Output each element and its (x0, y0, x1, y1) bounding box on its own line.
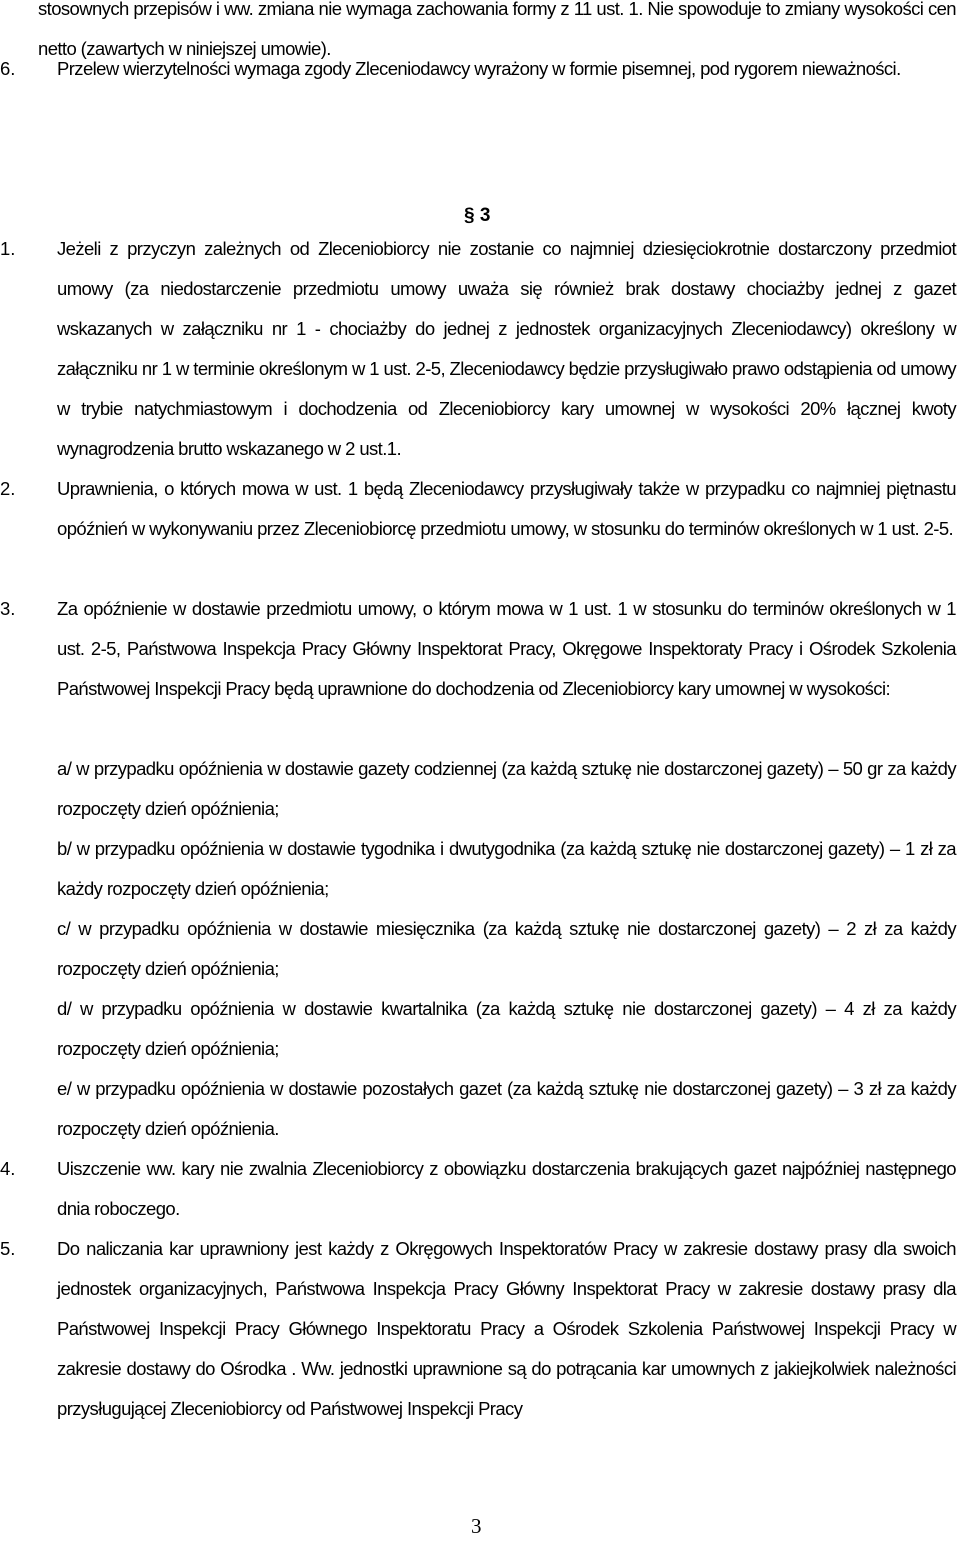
item-text: Za opóźnienie w dostawie przedmiotu umowy, o którym mowa w 1 ust. 1 w stosunku do terminów określonych w 1 ust. 2-5, Państwowa Inspekcja Pracy Główny Inspektorat Pracy, Okręgowe Inspektoraty Pracy i Ośrodek Szkolenia Państwowej Inspekcji Pracy będą uprawnione do dochodzenia od Zleceniobiorcy kary umownej w wysokości: (57, 598, 956, 699)
item-text: Do naliczania kar uprawniony jest każdy z Okręgowych Inspektoratów Pracy w zakresie dostawy prasy dla swoich jednostek organizacyjnych, Państwowa Inspekcja Pracy Główny Inspektorat Pracy w zakresie dostawy prasy dla Państwowej Inspekcji Pracy Głównego Inspektoratu Pracy a Ośrodek Szkolenia Państwowej Inspekcji Pracy w zakresie dostawy do Ośrodka . Ww. jednostki uprawnione są do potrącania kar umownych z jakiejkolwiek należności przysługującej Zleceniobiorcy od Państwowej Inspekcji Pracy (57, 1238, 956, 1419)
item-text: Uprawnienia, o których mowa w ust. 1 będą Zleceniodawcy przysługiwały także w przypadku co najmniej piętnastu opóźnień w wykonywaniu przez Zleceniobiorcę przedmiotu umowy, w stosunku do terminów określonych w 1 ust. 2-5. (57, 478, 956, 539)
subitem-d: d/ w przypadku opóźnienia w dostawie kwartalnika (za każdą sztukę nie dostarczonej gazety) – 4 zł za każdy rozpoczęty dzień opóźnienia; (57, 998, 956, 1059)
item-number: 1. (0, 238, 16, 259)
subitem-a: a/ w przypadku opóźnienia w dostawie gazety codziennej (za każdą sztukę nie dostarczonej gazety) – 50 gr za każdy rozpoczęty dzień opóźnienia; (57, 758, 956, 819)
section-number: 3 (479, 205, 491, 226)
list-item-1 (0, 229, 956, 469)
item-text: Przelew wierzytelności wymaga zgody Zleceniodawcy wyrażony w formie pisemnej, pod rygorem nieważności. (57, 58, 901, 79)
list-item-2 (0, 469, 956, 549)
item-number: 2. (0, 478, 16, 499)
page-number: 3 (471, 1514, 482, 1538)
subitem-e: e/ w przypadku opóźnienia w dostawie pozostałych gazet (za każdą sztukę nie dostarczonej gazety) – 3 zł za każdy rozpoczęty dzień opóźnienia. (57, 1078, 956, 1139)
item-number: 5. (0, 1238, 16, 1259)
continuation-paragraph: stosownych przepisów i ww. zmiana nie wymaga zachowania formy z 11 ust. 1. Nie spowoduje to zmiany wysokości cen netto (zawartych w niniejszej umowie). (38, 0, 956, 59)
item-number: 4. (0, 1158, 16, 1179)
item-number: 3. (0, 598, 16, 619)
section-sign-icon: § (464, 205, 475, 226)
item-text: Uiszczenie ww. kary nie zwalnia Zleceniobiorcy z obowiązku dostarczenia brakujących gazet najpóźniej następnego dnia roboczego. (57, 1158, 956, 1219)
item-text: Jeżeli z przyczyn zależnych od Zleceniobiorcy nie zostanie co najmniej dziesięciokrotnie dostarczony przedmiot umowy (za niedostarczenie przedmiotu umowy uważa się również brak dostawy chociażby jednej z gazet wskazanych w załączniku nr 1 - chociażby do jednej z jednostek organizacyjnych Zleceniodawcy) określony w załączniku nr 1 w terminie określonym w 1 ust. 2-5, Zleceniodawcy będzie przysługiwało prawo odstąpienia od umowy w trybie natychmiastowym i dochodzenia od Zleceniobiorcy kary umownej w wysokości 20% łącznej kwoty wynagrodzenia brutto wskazanego w 2 ust.1. (57, 238, 956, 459)
item-number: 6. (0, 58, 16, 79)
subitem-c: c/ w przypadku opóźnienia w dostawie miesięcznika (za każdą sztukę nie dostarczonej gazety) – 2 zł za każdy rozpoczęty dzień opóźnienia; (57, 918, 956, 979)
list-item-4 (0, 1149, 956, 1229)
list-item-6 (0, 49, 956, 89)
list-item-5 (0, 1229, 956, 1429)
list-item-3 (0, 589, 956, 709)
subitem-b: b/ w przypadku opóźnienia w dostawie tygodnika i dwutygodnika (za każdą sztukę nie dostarczonej gazety) – 1 zł za każdy rozpoczęty dzień opóźnienia; (57, 838, 956, 899)
